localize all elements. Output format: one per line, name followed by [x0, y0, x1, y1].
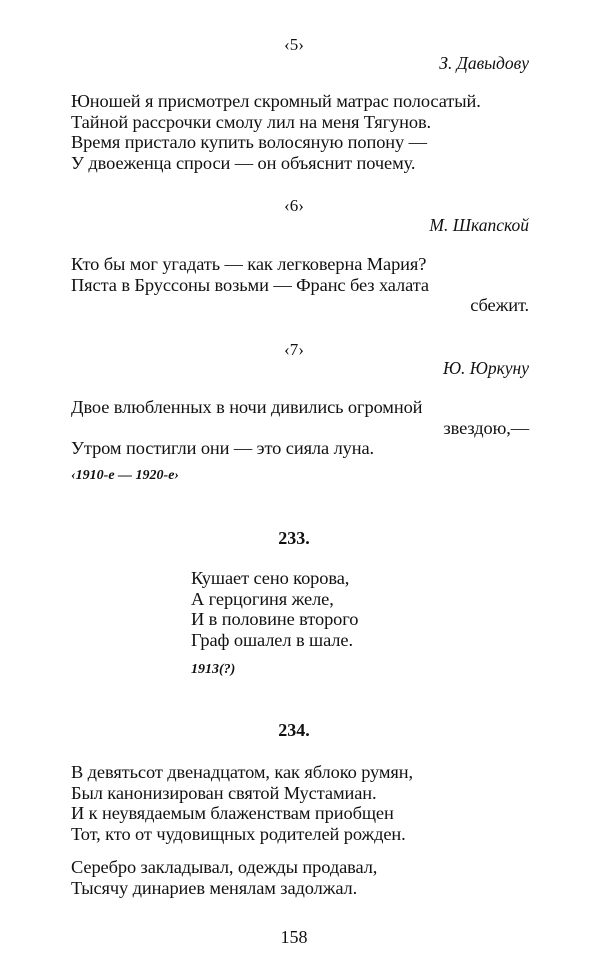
poem-233-date: 1913(?) — [191, 662, 236, 677]
verse-line: Юношей я присмотрел скромный матрас полосатый. — [71, 91, 481, 111]
page-number: 158 — [280, 927, 308, 947]
verse-line: Время пристало купить волосяную попону — — [71, 132, 427, 152]
epigram-dedication-6: М. Шкапской — [429, 215, 529, 235]
verse-line: Утром постигли они — это сияла луна. — [71, 438, 375, 458]
poem-234-stanza-2 — [71, 857, 377, 898]
epigram-7-text — [71, 397, 529, 459]
verse-line: У двоеженца спроси — он объяснит почему. — [71, 152, 416, 173]
verse-line: Серебро закладывал, одежды продавал, — [71, 857, 378, 877]
verse-line: Кто бы мог угадать — как легковерна Мария? — [71, 254, 427, 274]
verse-line: Тысячу динариев менялам задолжал. — [71, 877, 358, 898]
verse-line: Был канонизирован святой Мустамиан. — [71, 782, 377, 803]
verse-line-overflow: звездою,— — [443, 417, 529, 438]
epigram-6-text — [71, 254, 529, 316]
epigram-dedication-5: З. Давыдову — [439, 53, 529, 73]
poem-number-233: 233. — [278, 528, 310, 548]
verse-line: А герцогиня желе, — [191, 588, 334, 609]
verse-line: Пяста в Бруссоны возьми — Франс без халата — [71, 274, 429, 295]
verse-line: Граф ошалел в шале. — [191, 629, 353, 650]
poem-234-stanza-1 — [71, 762, 413, 844]
epigram-5-text — [71, 91, 481, 173]
epigram-dedication-7: Ю. Юркуну — [442, 358, 529, 378]
verse-line: И в половине второго — [191, 609, 359, 629]
verse-line: Кушает сено корова, — [191, 568, 350, 588]
poem-233-text — [191, 568, 358, 650]
verse-line: Двое влюбленных в ночи дивились огромной — [71, 397, 423, 417]
poem-number-234: 234. — [278, 720, 310, 740]
epigram-number-5: ‹5› — [284, 35, 304, 54]
epigram-number-7: ‹7› — [284, 340, 304, 359]
epigram-number-6: ‹6› — [284, 196, 304, 215]
book-page — [71, 0, 529, 980]
verse-line-overflow: сбежит. — [470, 295, 529, 315]
verse-line: Тайной рассрочки смолу лил на меня Тягунов. — [71, 111, 432, 132]
verse-line: И к неувядаемым блаженствам приобщен — [71, 803, 394, 823]
epigrams-date: ‹1910-е — 1920-е› — [71, 468, 180, 483]
verse-line: Тот, кто от чудовищных родителей рожден. — [71, 823, 406, 844]
verse-line: В девятьсот двенадцатом, как яблоко румян, — [71, 762, 414, 782]
